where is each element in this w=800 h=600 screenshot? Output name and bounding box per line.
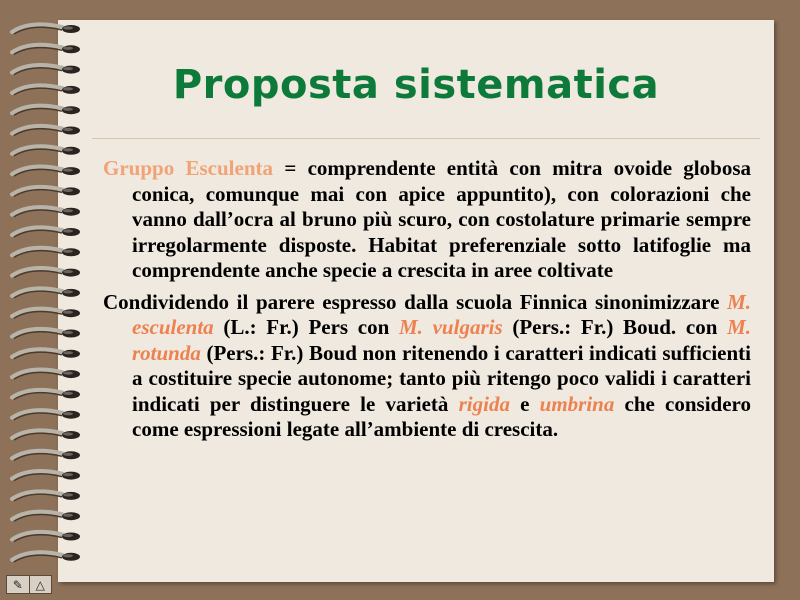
spiral-ring: [12, 349, 80, 359]
paragraph-text: = comprendente entità con mitra ovoide globosa conica, comunque mai con apice appuntito), con colorazioni che vanno dall’ocra al bruno più scuro, con costolature primarie sempre irregolarmente disposte. Habitat preferenziale sotto latifoglie ma comprendente anche specie a crescita in aree coltivate: [132, 156, 751, 282]
spiral-ring: [12, 268, 80, 278]
slide-navigation: [6, 575, 52, 594]
paragraph-gruppo-esculenta: [103, 156, 751, 284]
spiral-ring: [12, 248, 80, 258]
variety-name: umbrina: [539, 391, 615, 416]
title-divider: [92, 138, 760, 139]
spiral-ring: [12, 167, 80, 177]
spiral-ring: [12, 390, 80, 400]
paragraph-text: che considero come espressioni legate all’ambiente di crescita.: [132, 391, 751, 441]
paragraph-text: (Pers.: Fr.) Boud non ritenendo i caratteri indicati sufficienti a costituire specie autonome; tanto più ritengo poco validi i caratteri indicati per distinguere le varietà: [132, 340, 751, 416]
slide-title: Proposta sistematica: [172, 62, 660, 108]
slide-body: [103, 156, 751, 449]
spiral-ring: [12, 491, 80, 501]
spiral-ring: [12, 370, 80, 380]
spiral-ring: [12, 471, 80, 481]
spiral-ring: [12, 552, 80, 562]
spiral-ring: [12, 207, 80, 217]
spiral-ring: [12, 329, 80, 339]
paragraph-text: (Pers.: Fr.) Boud. con: [502, 315, 728, 339]
paragraph-text: e: [509, 391, 540, 416]
spiral-ring: [12, 309, 80, 319]
triangle-up-icon[interactable]: △: [29, 576, 52, 593]
paragraph-text: (L.: Fr.) Pers con: [213, 315, 399, 339]
species-name: M. esculenta: [132, 289, 751, 339]
paragraph-text: Condividendo il parere espresso dalla scuola Finnica sinonimizzare: [103, 289, 728, 314]
group-name: Gruppo Esculenta: [103, 156, 274, 180]
spiral-ring: [12, 45, 80, 55]
spiral-ring: [12, 410, 80, 420]
spiral-ring: [12, 126, 80, 136]
species-name: M. vulgaris: [399, 315, 503, 339]
paragraph-condividendo: [103, 290, 751, 443]
spiral-ring: [12, 430, 80, 440]
spiral-ring: [12, 288, 80, 298]
spiral-ring: [12, 146, 80, 156]
spiral-ring: [12, 24, 80, 34]
spiral-ring: [12, 187, 80, 197]
slide-menu-icon[interactable]: ✎: [12, 577, 23, 592]
spiral-ring: [12, 227, 80, 237]
species-name: M. rotunda: [132, 315, 752, 365]
spiral-ring: [12, 451, 80, 461]
spiral-ring: [12, 512, 80, 522]
spiral-ring: [12, 532, 80, 542]
variety-name: rigida: [458, 391, 510, 416]
